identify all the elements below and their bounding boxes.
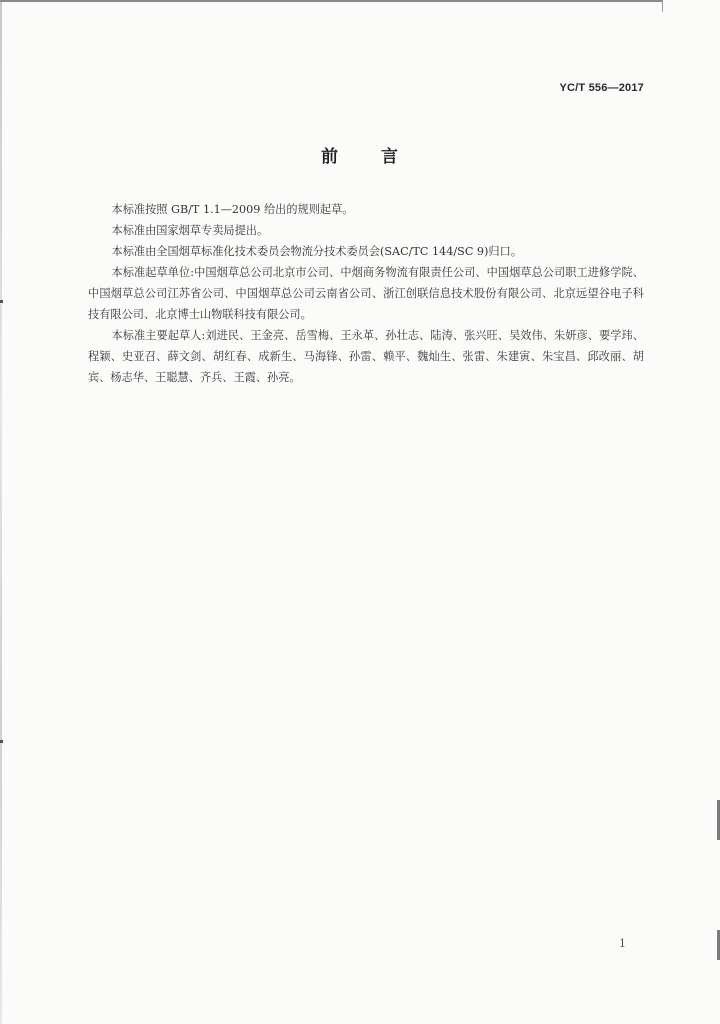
title-char-1: 前 xyxy=(321,147,339,167)
page-number: 1 xyxy=(619,937,626,950)
paragraph-committee: 本标准由全国烟草标准化技术委员会物流分技术委员会(SAC/TC 144/SC 9)归口。 xyxy=(111,245,522,258)
scan-mark xyxy=(0,300,3,303)
paragraph-drafting-units: 本标准起草单位:中国烟草总公司北京市公司、中烟商务物流有限责任公司、中国烟草总公司职工进修学院、中国烟草总公司江苏省公司、中国烟草总公司云南省公司、浙江创联信息技术股份有限公司、北京远望谷电子科技有限公司、北京博士山物联科技有限公司。 xyxy=(88,266,644,321)
paragraph-drafters: 本标准主要起草人:刘进民、王金亮、岳雪梅、王永革、孙壮志、陆涛、张兴旺、吴效伟、朱妍彦、要学玮、程颖、史亚召、薛文剑、胡红春、成新生、马海锋、孙雷、赖平、魏灿生、张雷、朱建寅、朱宝昌、邱改丽、胡宾、杨志华、王聪慧、齐兵、王霞、孙亮。 xyxy=(88,329,644,384)
foreword-body xyxy=(88,199,644,388)
scan-top-edge xyxy=(0,0,662,2)
scan-mark xyxy=(0,740,3,743)
page-title xyxy=(0,142,720,167)
title-char-2: 言 xyxy=(381,147,399,167)
paragraph-drafting-rules: 本标准按照 GB/T 1.1—2009 给出的规则起草。 xyxy=(111,203,354,216)
standard-code: YC/T 556—2017 xyxy=(559,82,644,94)
scan-top-edge-tick xyxy=(662,0,663,12)
paragraph-proposer: 本标准由国家烟草专卖局提出。 xyxy=(111,224,269,237)
